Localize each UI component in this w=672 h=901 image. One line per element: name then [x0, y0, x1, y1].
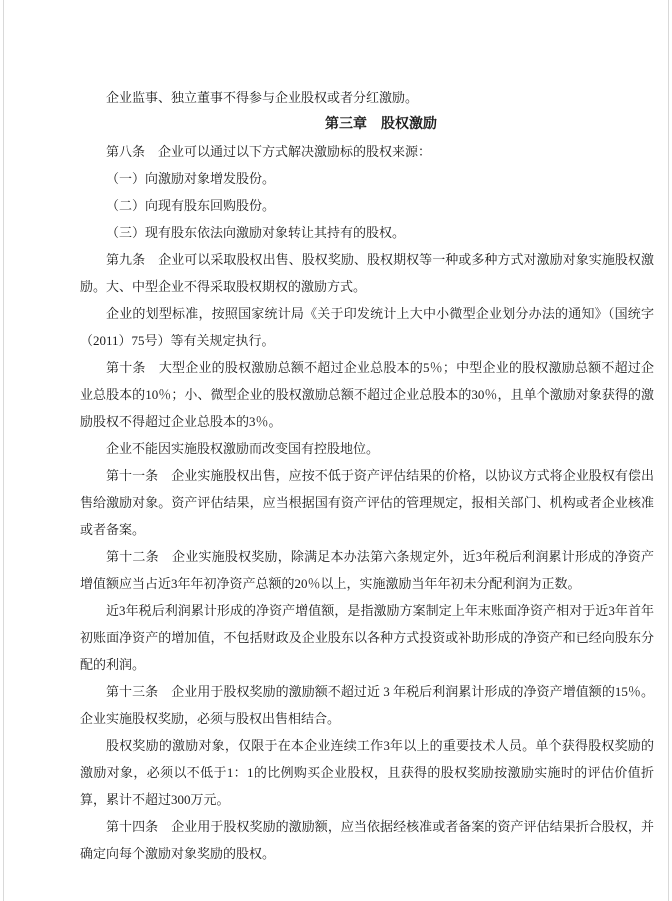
body-paragraph: 第十一条 企业实施股权出售，应按不低于资产评估结果的价格，以协议方式将企业股权有偿出售给激励对象。资产评估结果，应当根据国有资产评估的管理规定，报相关部门、机构或者企业核准或者备案。 — [80, 468, 654, 537]
body-paragraph: 第十三条 企业用于股权奖励的激励额不超过近 3 年税后利润累计形成的净资产增值额的15％。企业实施股权奖励，必须与股权出售相结合。 — [80, 684, 654, 726]
body-paragraph: 第十条 大型企业的股权激励总额不超过企业总股本的5％；中型企业的股权激励总额不超过企业总股本的10％；小、微型企业的股权激励总额不超过企业总股本的30％，且单个激励对象获得的激励股权不得超过企业总股本的3％。 — [80, 360, 654, 429]
body-paragraph: 股权奖励的激励对象，仅限于在本企业连续工作3年以上的重要技术人员。单个获得股权奖励的激励对象，必须以不低于1：1的比例购买企业股权，且获得的股权奖励按激励实施时的评估价值折算，累计不超过300万元。 — [80, 738, 654, 807]
body-paragraph: 企业监事、独立董事不得参与企业股权或者分红激励。 — [106, 90, 419, 105]
body-paragraph: （二）向现有股东回购股份。 — [106, 198, 276, 213]
body-paragraph: 第十二条 企业实施股权奖励，除满足本办法第六条规定外，近3年税后利润累计形成的净资产增值额应当占近3年年初净资产总额的20％以上，实施激励当年年初未分配利润为正数。 — [80, 549, 654, 591]
body-paragraph: 企业不能因实施股权激励而改变国有控股地位。 — [106, 441, 380, 456]
body-paragraph: 第九条 企业可以采取股权出售、股权奖励、股权期权等一种或多种方式对激励对象实施股权激励。大、中型企业不得采取股权期权的激励方式。 — [80, 252, 654, 294]
body-paragraph: 近3年税后利润累计形成的净资产增值额，是指激励方案制定上年末账面净资产相对于近3年首年初账面净资产的增加值，不包括财政及企业股东以各种方式投资或补助形成的净资产和已经向股东分配的利润。 — [80, 603, 654, 672]
body-paragraph: （一）向激励对象增发股份。 — [106, 171, 276, 186]
body-paragraph: （三）现有股东依法向激励对象转让其持有的股权。 — [106, 225, 406, 240]
chapter-heading: 第三章 股权激励 — [325, 117, 437, 132]
body-paragraph: 企业的划型标准，按照国家统计局《关于印发统计上大中小微型企业划分办法的通知》（国统字（2011）75号）等有关规定执行。 — [80, 306, 654, 348]
body-paragraph: 第八条 企业可以通过以下方式解决激励标的股权来源： — [106, 144, 432, 159]
body-paragraph: 第十四条 企业用于股权奖励的激励额，应当依据经核准或者备案的资产评估结果折合股权，并确定向每个激励对象奖励的股权。 — [80, 819, 654, 861]
